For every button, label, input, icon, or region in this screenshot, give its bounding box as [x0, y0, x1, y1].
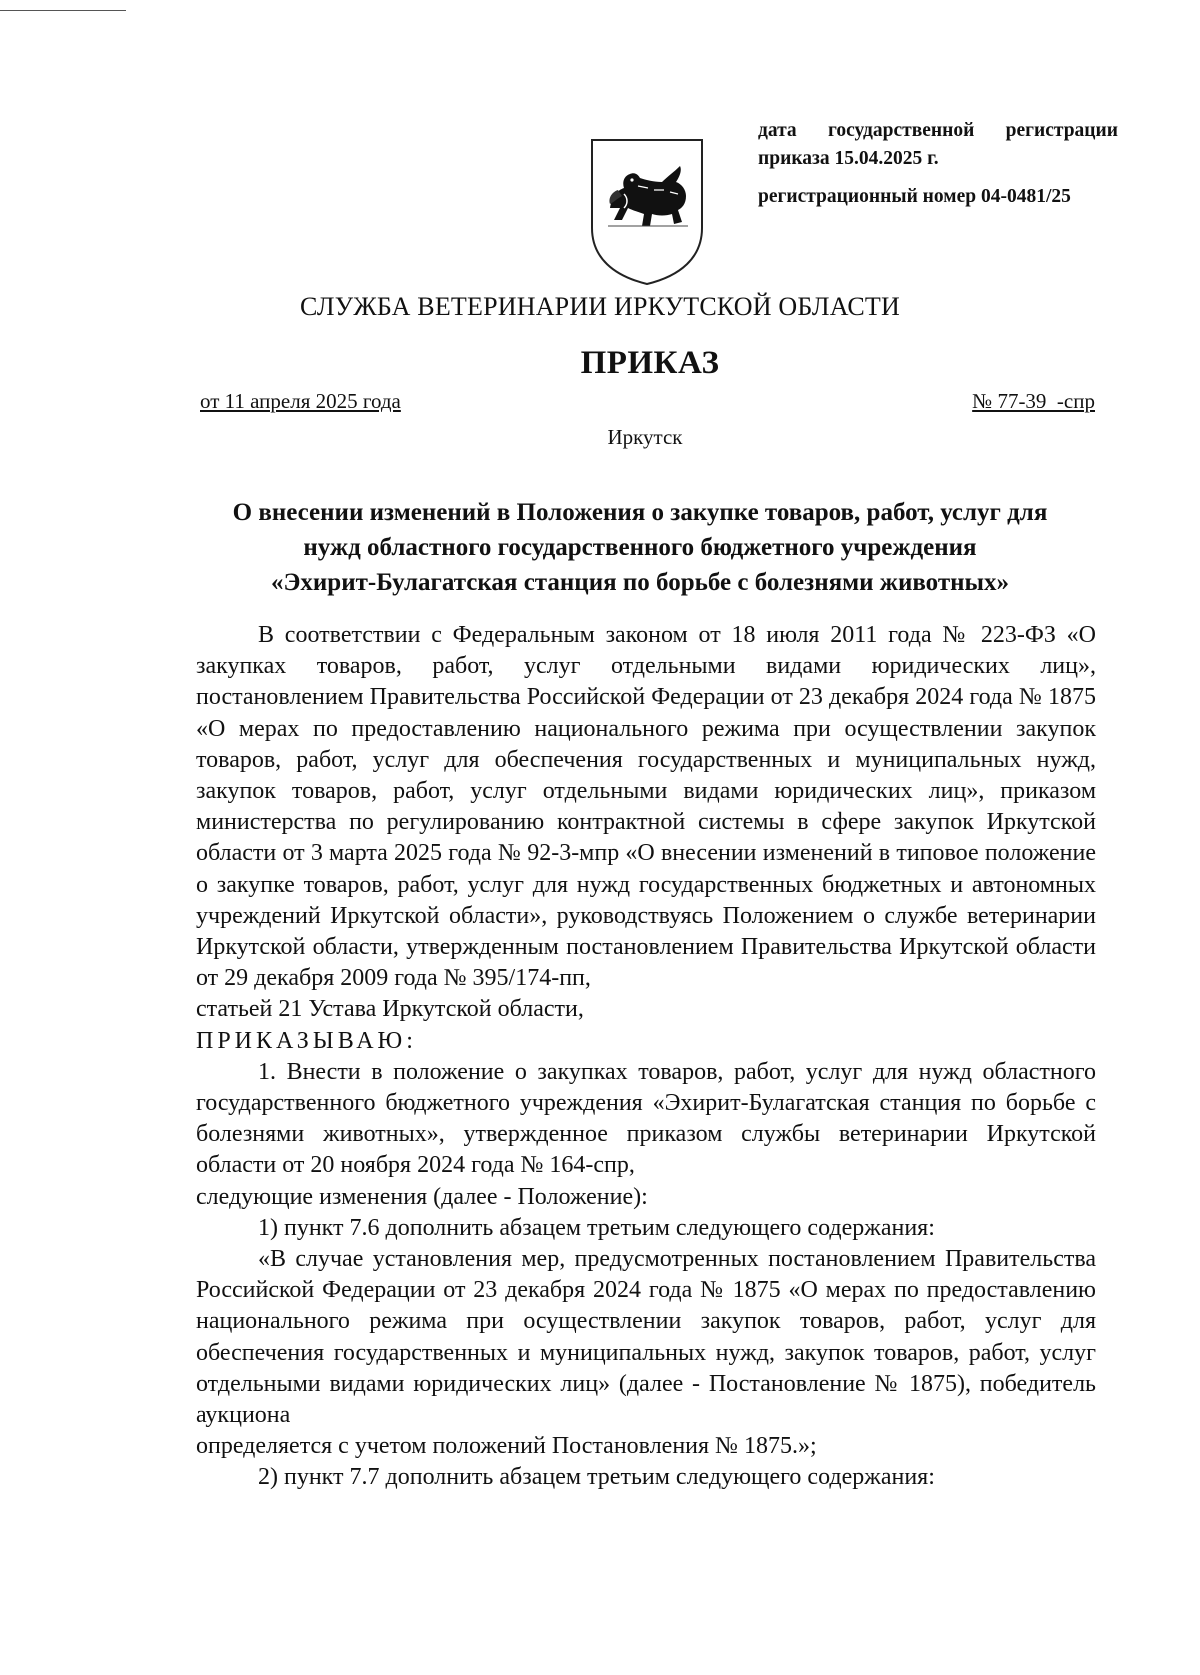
item-1-last-line: следующие изменения (далее - Положение):	[196, 1183, 648, 1210]
item-1-paragraph: 1. Внести в положение о закупках товаров, работ, услуг для нужд областного государственного бюджетного учреждения «Эхирит-Булагатская станция по борьбе с болезнями животных», утвержденное приказом службы ветеринарии Иркутской области от 20 ноября 2024 года № 164-спр,	[196, 1058, 1096, 1179]
order-date: от 11 апреля 2025 года	[200, 389, 401, 413]
preamble-last-line: статьей 21 Устава Иркутской области,	[196, 996, 584, 1023]
registration-date-label: дата государственной регистрации	[758, 120, 1118, 141]
order-body	[196, 620, 1096, 1494]
subject-line-3: «Эхирит-Булагатская станция по борьбе с болезнями животных»	[270, 569, 1010, 596]
subject-line-2: нужд областного государственного бюджетного учреждения	[303, 534, 977, 561]
registration-stamp	[758, 117, 1118, 211]
registration-date-value: приказа 15.04.2025 г.	[758, 148, 939, 169]
order-subject	[190, 495, 1090, 600]
agency-name: СЛУЖБА ВЕТЕРИНАРИИ ИРКУТСКОЙ ОБЛАСТИ	[300, 292, 900, 321]
quote-1-last-line: определяется с учетом положений Постановления № 1875.»;	[196, 1433, 817, 1460]
quote-1-paragraph: «В случае установления мер, предусмотренных постановлением Правительства Российской Федерации от 23 декабря 2024 года № 1875 «О мерах по предоставлению национального режима при осуществлении закупок товаров, работ, услуг для обеспечения государственных и муниципальных нужд, закупок товаров, работ, услуг отдельными видами юридических лиц» (далее - Постановление № 1875), победитель аукциона	[196, 1246, 1096, 1429]
registration-number: регистрационный номер 04-0481/25	[758, 186, 1071, 207]
subitem-2: 2) пункт 7.7 дополнить абзацем третьим следующего содержания:	[258, 1464, 935, 1491]
document-type-title: ПРИКАЗ	[580, 345, 720, 381]
order-city: Иркутск	[607, 425, 683, 449]
order-number: № 77-39 -спр	[972, 389, 1095, 413]
preamble-paragraph: В соответствии с Федеральным законом от 18 июля 2011 года № 223-ФЗ «О закупках товаров, работ, услуг отдельными видами юридических лиц», постановлением Правительства Российской Федерации от 23 декабря 2024 года № 1875 «О мерах по предоставлению национального режима при осуществлении закупок товаров, работ, услуг для обеспечения государственных и муниципальных нужд, закупок товаров, работ, услуг отдельными видами юридических лиц», приказом министерства по регулированию контрактной системы в сфере закупок Иркутской области от 3 марта 2025 года № 92-3-мпр «О внесении изменений в типовое положение о закупке товаров, работ, услуг для нужд государственных бюджетных и автономных учреждений Иркутской области», руководствуясь Положением о службе ветеринарии Иркутской области, утвержденным постановлением Правительства Иркутской области от 29 декабря 2009 года № 395/174-пп,	[196, 622, 1096, 992]
scan-edge-mark	[0, 10, 126, 11]
coat-of-arms-emblem	[588, 136, 706, 288]
subject-line-1: О внесении изменений в Положения о закупке товаров, работ, услуг для	[232, 499, 1048, 526]
order-directive-word: ПРИКАЗЫВАЮ:	[196, 1027, 417, 1054]
subitem-1: 1) пункт 7.6 дополнить абзацем третьим следующего содержания:	[258, 1214, 935, 1241]
